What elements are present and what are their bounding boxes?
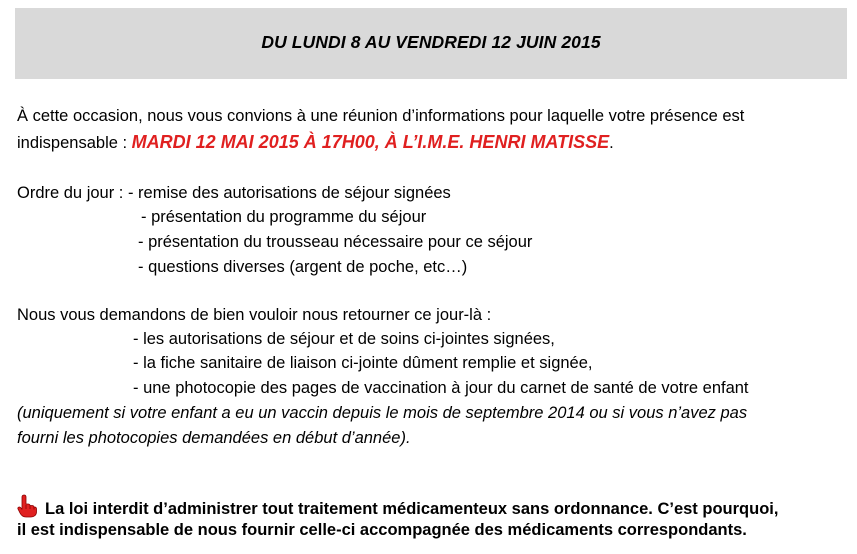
agenda-item: - questions diverses (argent de poche, etc…) — [138, 258, 468, 276]
intro-prefix: indispensable : — [17, 134, 132, 152]
agenda-label: Ordre du jour : — [17, 184, 128, 202]
return-request-intro: Nous vous demandons de bien vouloir nous retourner ce jour-là : — [17, 306, 492, 324]
agenda-item: - présentation du trousseau nécessaire pour ce séjour — [138, 233, 533, 251]
agenda-item: - remise des autorisations de séjour signées — [127, 184, 451, 202]
return-item: - une photocopie des pages de vaccination à jour du carnet de santé de votre enfant — [133, 379, 749, 397]
intro-line-2 — [17, 131, 614, 154]
intro-line-1: À cette occasion, nous vous convions à une réunion d’informations pour laquelle votre présence est — [17, 107, 745, 125]
intro-suffix: . — [609, 134, 614, 152]
header-banner — [15, 8, 847, 79]
return-note-line-1: (uniquement si votre enfant a eu un vaccin depuis le mois de septembre 2014 ou si vous n’avez pas — [17, 404, 748, 422]
return-item: - la fiche sanitaire de liaison ci-jointe dûment remplie et signée, — [133, 354, 593, 372]
header-title: DU LUNDI 8 AU VENDREDI 12 JUIN 2015 — [261, 32, 601, 52]
agenda-line-1 — [17, 182, 451, 204]
meeting-date-highlight: MARDI 12 MAI 2015 À 17H00, À L’I.M.E. HENRI MATISSE — [131, 132, 610, 152]
agenda-item: - présentation du programme du séjour — [141, 208, 427, 226]
return-note-line-2: fourni les photocopies demandées en début d’année). — [17, 429, 411, 447]
warning-line-2: il est indispensable de nous fournir celle-ci accompagnée des médicaments correspondants. — [17, 521, 747, 539]
warning-text-line-1: La loi interdit d’administrer tout traitement médicamenteux sans ordonnance. C’est pourquoi, — [45, 500, 779, 518]
return-item: - les autorisations de séjour et de soins ci-jointes signées, — [133, 330, 555, 348]
